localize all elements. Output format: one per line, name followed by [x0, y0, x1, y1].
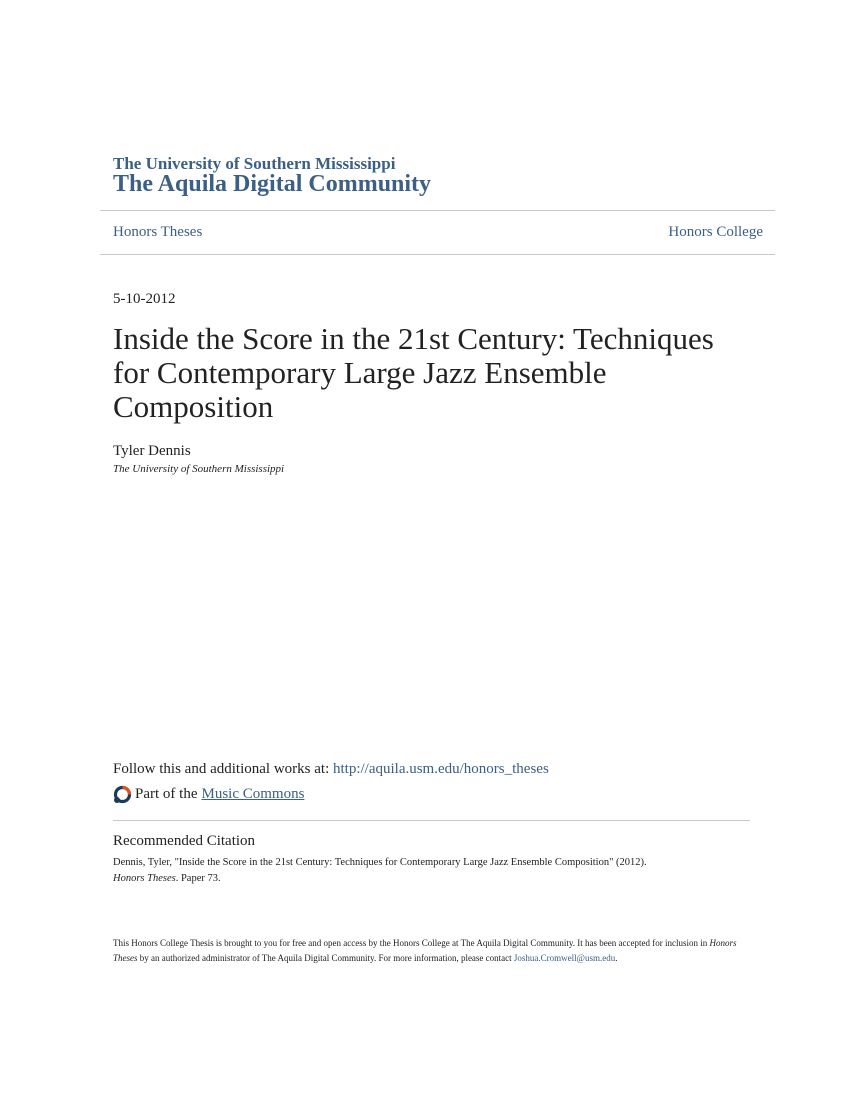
document-title: Inside the Score in the 21st Century: Techniques for Contemporary Large Jazz Ensemble Composition: [113, 321, 714, 424]
music-commons-link[interactable]: Music Commons: [201, 786, 305, 802]
notice-series: Honors Theses: [113, 938, 737, 963]
part-of-line: [113, 785, 304, 804]
author-affiliation: The University of Southern Mississippi: [113, 463, 285, 475]
publication-date: 5-10-2012: [113, 291, 176, 307]
citation-text: [113, 855, 733, 887]
citation-divider: [113, 820, 750, 821]
top-divider: [100, 210, 775, 211]
citation-series: Honors Theses: [113, 873, 176, 884]
site-name[interactable]: The Aquila Digital Community: [113, 171, 432, 197]
notice-part1: This Honors College Thesis is brought to you for free and open access by the Honors College at The Aquila Digital Community. It has been accepted for inclusion in: [113, 938, 710, 948]
part-of-label: Part of the: [135, 786, 198, 802]
nav-divider: [100, 254, 775, 255]
citation-heading: Recommended Citation: [113, 833, 256, 849]
follow-label: Follow this and additional works at:: [113, 761, 333, 777]
follow-line: [113, 761, 549, 778]
honors-theses-link[interactable]: Honors Theses: [113, 224, 203, 240]
access-notice: [113, 936, 738, 966]
citation-main: Dennis, Tyler, "Inside the Score in the 21st Century: Techniques for Contemporary Large Jazz Ensemble Composition" (2012).: [113, 857, 647, 868]
honors-college-link[interactable]: Honors College: [668, 224, 763, 240]
citation-paper: . Paper 73.: [175, 873, 221, 884]
author-name: Tyler Dennis: [113, 443, 191, 459]
notice-end: .: [615, 953, 618, 963]
notice-part2: by an authorized administrator of The Aquila Digital Community. For more information, please contact: [137, 953, 514, 963]
follow-url-link[interactable]: http://aquila.usm.edu/honors_theses: [332, 761, 549, 777]
university-name: The University of Southern Mississippi: [113, 154, 396, 173]
network-icon: [113, 785, 132, 804]
contact-email-link[interactable]: Joshua.Cromwell@usm.edu: [513, 953, 616, 963]
